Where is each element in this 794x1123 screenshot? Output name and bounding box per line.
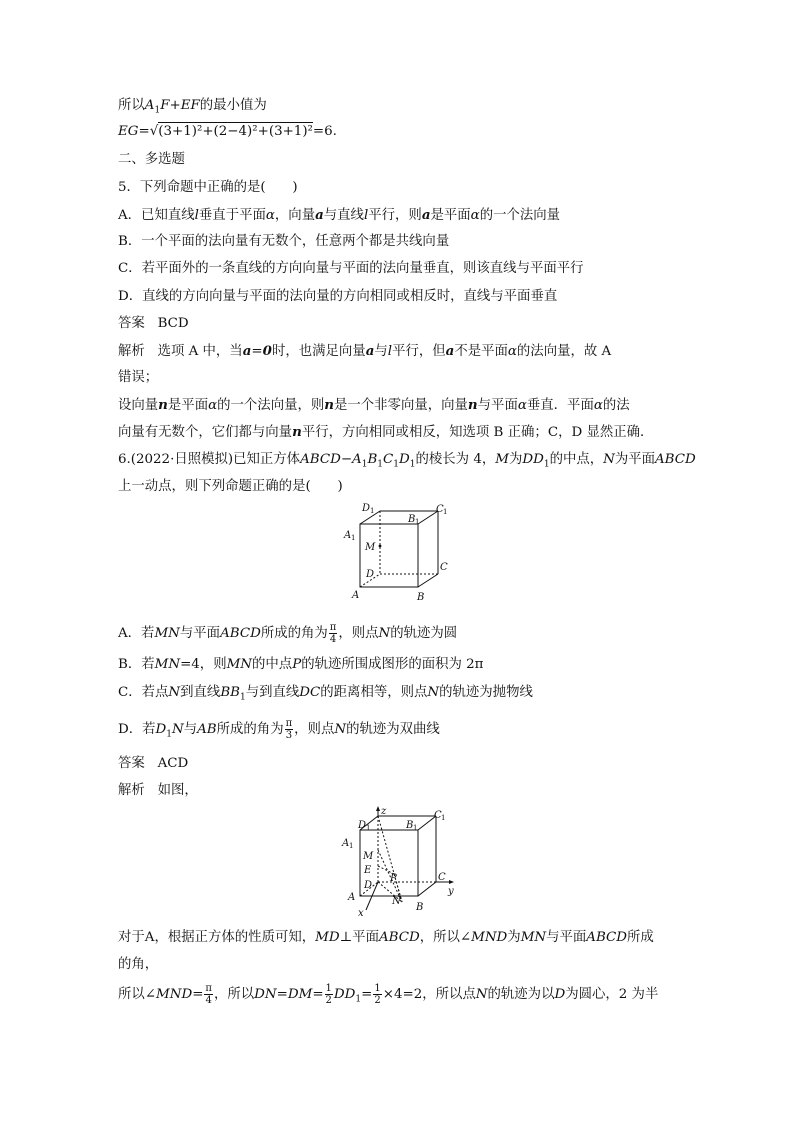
q5-analysis-4: 向量有无数个，它们都与向量n平行，方向相同或相反，知选项 B 正确；C，D 显然正确． — [118, 424, 654, 440]
q6-option-b: B．若MN=4，则MN的中点P的轨迹所围成图形的面积为 2π — [118, 657, 484, 672]
point-m — [379, 545, 382, 548]
q5-option-c: C．若平面外的一条直线的方向向量与平面的法向量垂直，则该直线与平面平行 — [118, 261, 584, 276]
question-6-stem: 6.(2022·日照模拟)已知正方体$ABCD-A_1B_1C_1D_1$的棱长为 4，M为$DD_1$的中点，N为平面ABCD — [118, 452, 696, 470]
svg-text:1: 1 — [370, 507, 375, 515]
text-line: 所以$A_1F+EF$的最小值为 — [118, 98, 267, 116]
q6-option-c: C．若点N到直线$BB_1$与到直线DC的距离相等，则点N的轨迹为抛物线 — [118, 685, 533, 703]
label-p: P — [390, 873, 397, 884]
label-b1: B — [408, 514, 416, 525]
q5-option-a: A．已知直线l垂直于平面α，向量a与直线l平行，则a是平面α的一个法向量 — [118, 207, 561, 223]
label-m: M — [363, 851, 374, 862]
label-b: B — [417, 592, 425, 603]
svg-text:1: 1 — [351, 534, 356, 542]
svg-text:1: 1 — [443, 508, 448, 516]
q6-analysis-1: 对于A，根据正方体的性质可知，MD⊥平面ABCD，所以∠MND为MN与平面ABCD所成 — [118, 930, 654, 945]
label-a1: A — [344, 530, 352, 541]
label-b1: B — [406, 820, 414, 831]
svg-text:1: 1 — [349, 842, 354, 850]
label-y: y — [448, 886, 454, 897]
svg-text:1: 1 — [413, 824, 418, 832]
label-a: A — [352, 590, 360, 601]
svg-text:1: 1 — [415, 518, 420, 526]
label-c1: C — [434, 810, 442, 821]
label-n: N — [392, 896, 401, 907]
q6-option-d: D．若$D_1N$与AB所成的角为 $\frac{\pi}{3}$ ，则点N的轨迹为双曲线 — [118, 718, 440, 741]
section-title: 二、多选题 — [118, 152, 185, 167]
label-a: A — [348, 892, 356, 903]
question-6-stem-2: 上一动点，则下列命题正确的是( ) — [118, 479, 343, 494]
q5-option-d: D．直线的方向向量与平面的法向量的方向相同或相反时，直线与平面垂直 — [118, 289, 558, 304]
q6-analysis-intro: 解析 如图， — [118, 783, 198, 798]
question-5-stem: 5．下列命题中正确的是( ) — [118, 180, 298, 195]
q6-analysis-3: 所以∠MND= $\frac{\pi}{4}$ ，所以DN=DM= $\frac{1}{2}$ $DD_1=$ $\frac{1}{2}$ ×4=2，所以点N的轨迹为以D为圆心，2 为半 — [118, 983, 659, 1006]
q5-analysis-1: 解析 选项 A 中，当a=0时，也满足向量a与l平行，但a不是平面α的法向量，故 A — [118, 343, 612, 359]
q6-analysis-2: 的角， — [118, 957, 159, 972]
label-c1: C — [436, 504, 444, 515]
q6-option-a: A．若MN与平面ABCD所成的角为 $\frac{\pi}{4}$ ，则点N的轨迹为圆 — [118, 622, 458, 645]
label-x: x — [358, 908, 364, 919]
label-d: D — [366, 569, 375, 580]
label-e: E — [364, 865, 372, 876]
q6-answer: 答案 ACD — [118, 756, 189, 771]
label-d1: D — [362, 503, 371, 514]
formula-line: EG=√(3+1)²+(2−4)²+(3+1)²=6. — [118, 124, 337, 139]
q5-answer: 答案 BCD — [118, 316, 189, 331]
label-z: z — [381, 806, 387, 817]
label-a1: A — [342, 838, 350, 849]
label-b: B — [416, 902, 424, 913]
svg-text:1: 1 — [366, 824, 371, 832]
cube-figure-1 — [340, 502, 456, 604]
svg-text:1: 1 — [441, 814, 446, 822]
label-c: C — [440, 562, 448, 573]
q5-analysis-2: 错误； — [118, 370, 159, 385]
label-d: D — [364, 880, 373, 891]
label-c: C — [438, 872, 446, 883]
label-m: M — [365, 542, 376, 553]
q5-analysis-3: 设向量n是平面α的一个法向量，则n是一个非零向量，向量n与平面α垂直．平面α的法 — [118, 397, 630, 413]
q5-option-b: B．一个平面的法向量有无数个，任意两个都是共线向量 — [118, 234, 450, 249]
label-d1: D — [358, 820, 367, 831]
cube-figure-2 — [336, 806, 462, 920]
